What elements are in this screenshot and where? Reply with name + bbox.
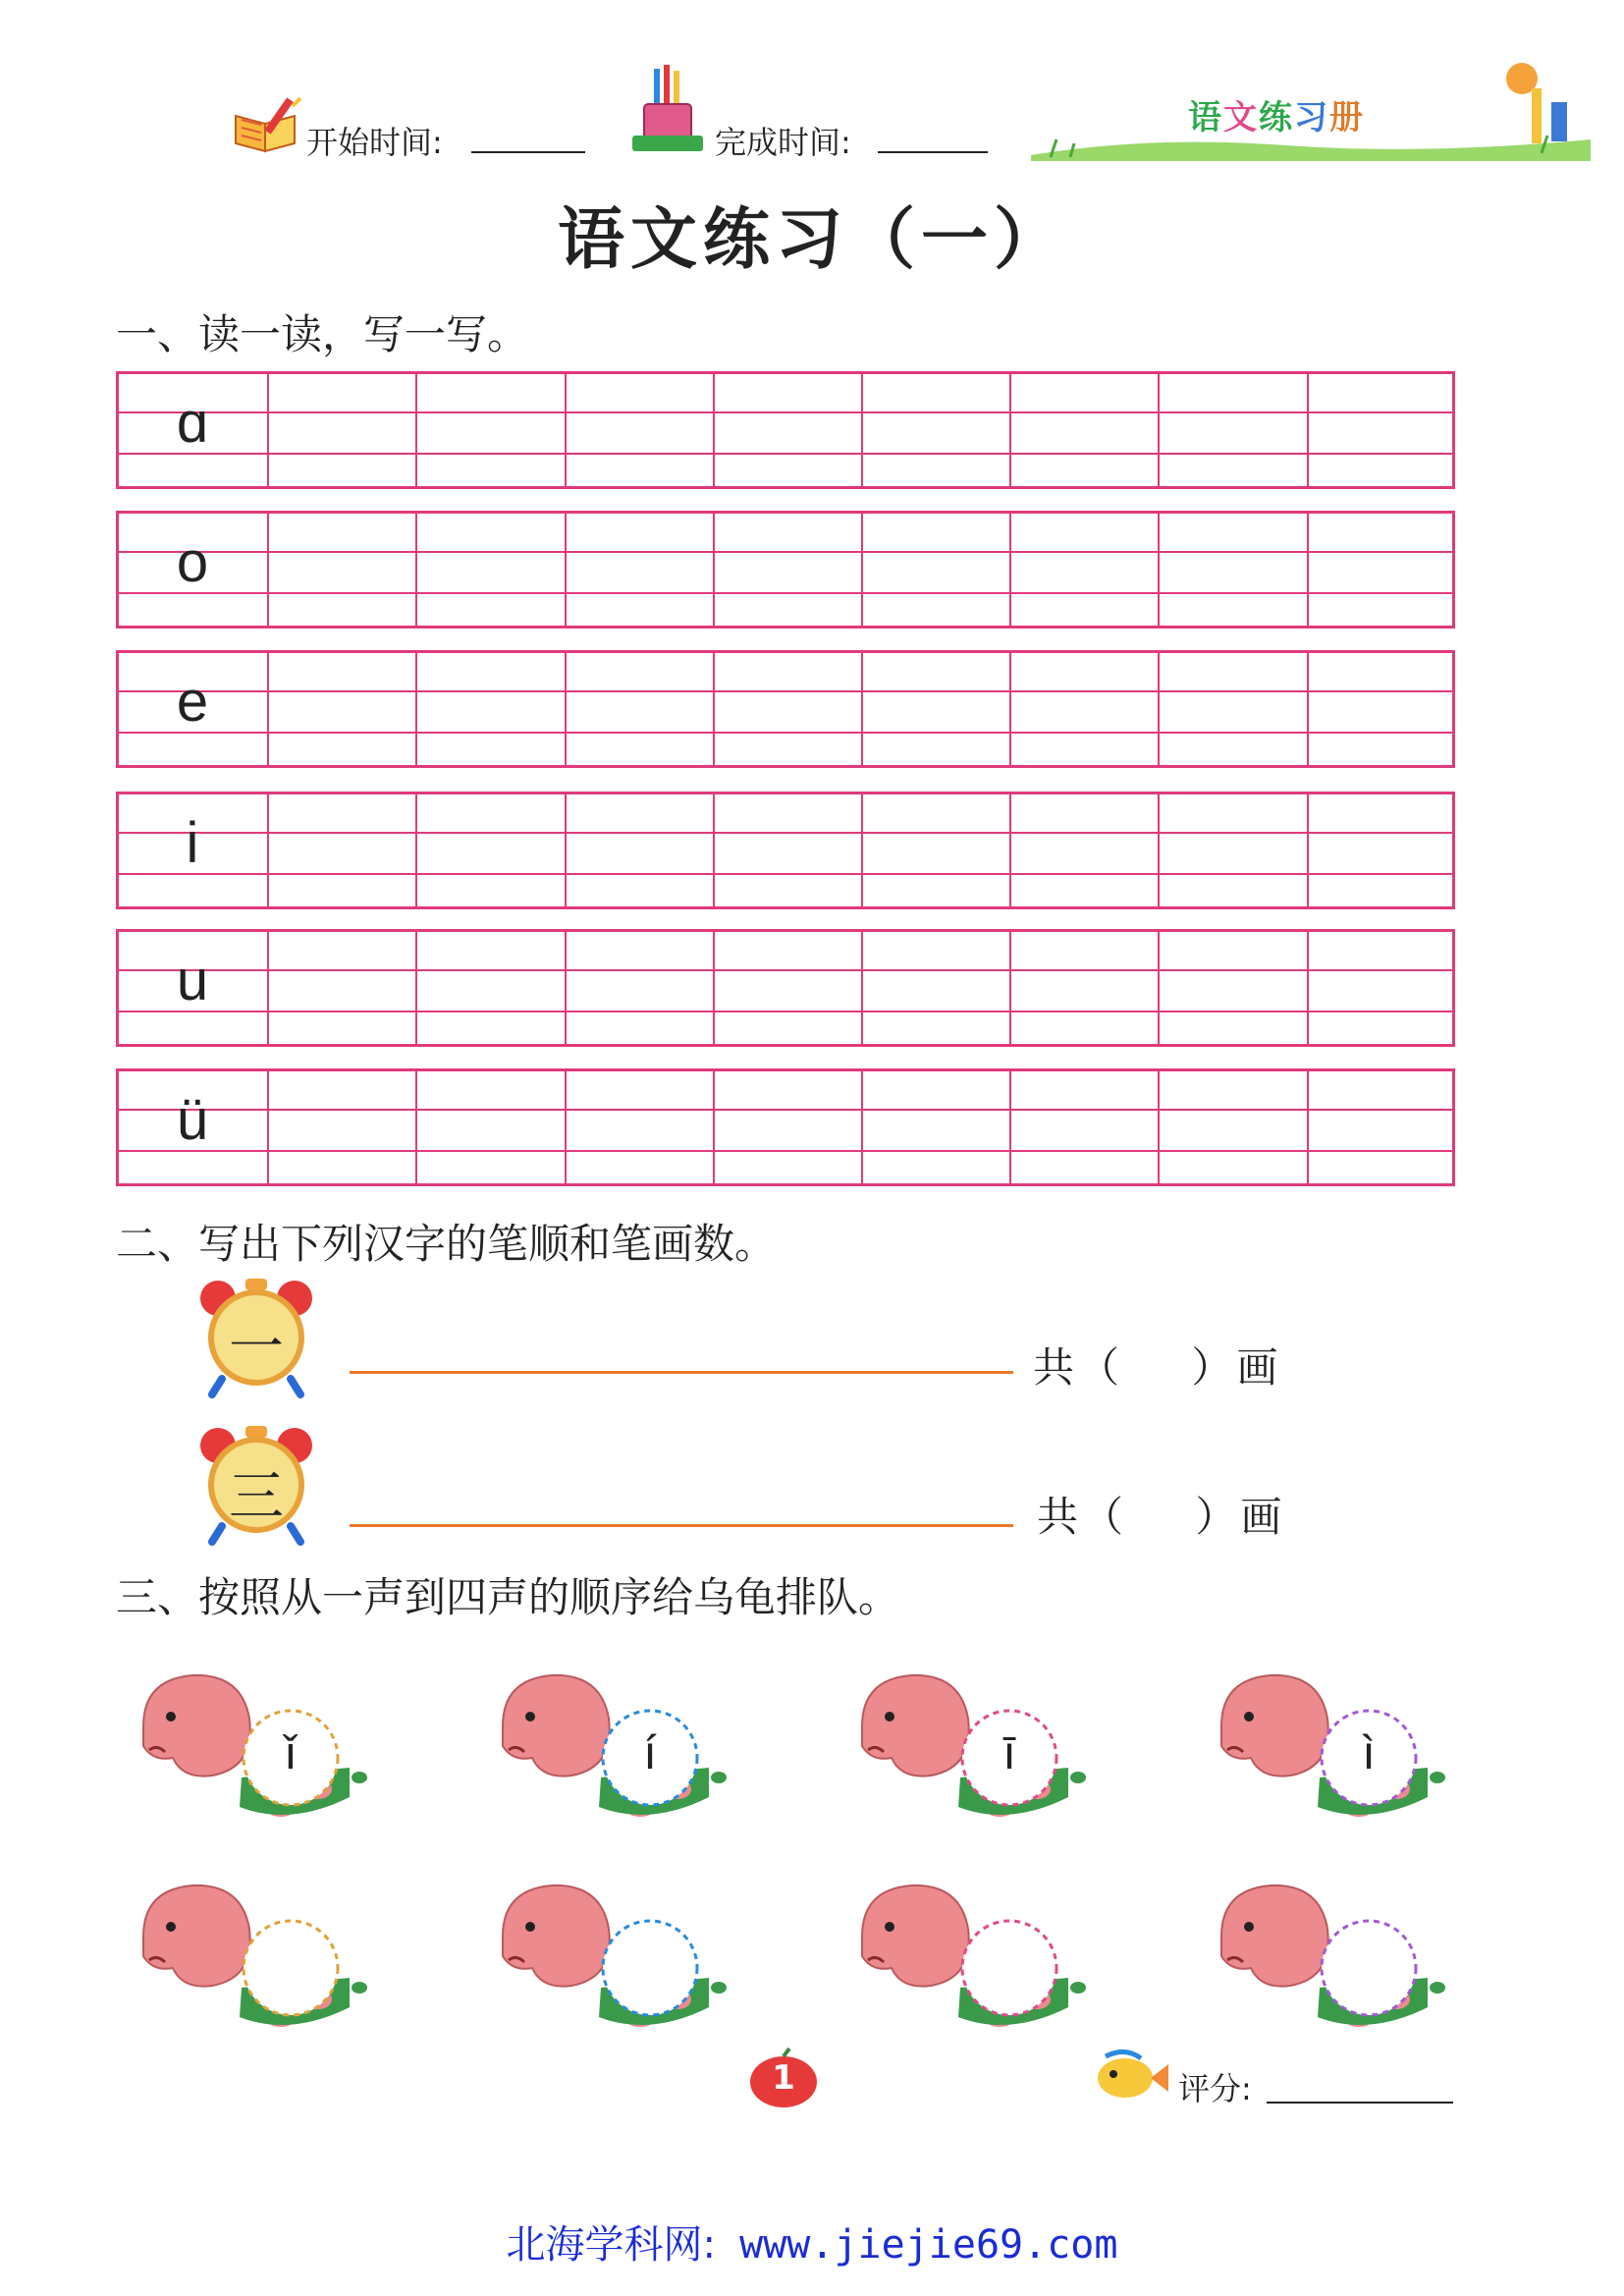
turtle[interactable] bbox=[134, 1870, 369, 2047]
stroke-char-2: 三 bbox=[229, 1465, 284, 1529]
grid-cell-divider bbox=[565, 794, 567, 906]
grid-cell-divider bbox=[1009, 1071, 1011, 1183]
brand-char: 练 bbox=[1259, 98, 1294, 137]
grid-cell-divider bbox=[1307, 374, 1309, 486]
grid-guide-line bbox=[119, 873, 1452, 875]
grid-cell-divider bbox=[565, 932, 567, 1044]
grid-cell-divider bbox=[713, 794, 715, 906]
watermark-site-name: 北海学科网: bbox=[506, 2222, 717, 2268]
score-label: 评分: bbox=[1178, 2070, 1252, 2107]
grid-cell-divider bbox=[713, 1071, 715, 1183]
grid-cell-divider bbox=[1307, 514, 1309, 626]
finish-time-field[interactable] bbox=[878, 151, 988, 153]
grid-cell-divider bbox=[565, 1071, 567, 1183]
turtle[interactable] bbox=[493, 1660, 729, 1836]
grid-guide-line bbox=[119, 1011, 1452, 1012]
stroke-count-2: 共（ ）画 bbox=[1037, 1493, 1286, 1541]
grid-cell-divider bbox=[267, 794, 269, 906]
grid-cell-divider bbox=[1009, 794, 1011, 906]
grid-cell-divider bbox=[415, 514, 417, 626]
grid-cell-divider bbox=[713, 653, 715, 765]
grid-cell-divider bbox=[1009, 932, 1011, 1044]
pinyin-grid-row[interactable] bbox=[116, 792, 1455, 909]
grid-guide-line bbox=[119, 453, 1452, 455]
grid-cell-divider bbox=[1158, 932, 1160, 1044]
turtle[interactable] bbox=[134, 1660, 369, 1836]
grid-cell-divider bbox=[713, 932, 715, 1044]
finish-time-label: 完成时间: bbox=[715, 124, 851, 161]
pinyin-grid-row[interactable] bbox=[116, 1068, 1455, 1186]
grid-guide-line bbox=[119, 1150, 1452, 1152]
grid-cell-divider bbox=[267, 1071, 269, 1183]
watermark-url[interactable]: www.jiejie69.com bbox=[739, 2222, 1118, 2268]
page-title: 语文练习（一） bbox=[557, 200, 1066, 279]
grid-guide-line bbox=[119, 411, 1452, 413]
pinyin-letter: u bbox=[176, 949, 209, 1012]
grid-cell-divider bbox=[1009, 653, 1011, 765]
watermark bbox=[0, 2214, 1624, 2269]
stroke-order-answer-2[interactable] bbox=[350, 1524, 1013, 1527]
grid-cell-divider bbox=[1009, 374, 1011, 486]
page-number-badge bbox=[746, 2047, 821, 2109]
pinyin-letter: ü bbox=[176, 1088, 209, 1152]
grid-cell-divider bbox=[1158, 794, 1160, 906]
grid-cell-divider bbox=[713, 514, 715, 626]
grid-cell-divider bbox=[565, 374, 567, 486]
grid-guide-line bbox=[119, 592, 1452, 594]
section2-title: 二、写出下列汉字的笔顺和笔画数。 bbox=[116, 1220, 777, 1268]
brand-char: 语 bbox=[1188, 98, 1223, 137]
grid-cell-divider bbox=[861, 653, 863, 765]
start-time-label: 开始时间: bbox=[306, 124, 443, 161]
grid-cell-divider bbox=[1307, 932, 1309, 1044]
page-number: 1 bbox=[772, 2058, 795, 2098]
pinyin-letter: i bbox=[186, 811, 199, 875]
grid-cell-divider bbox=[861, 514, 863, 626]
pinyin-letter: e bbox=[176, 670, 209, 734]
turtle[interactable] bbox=[852, 1660, 1088, 1836]
turtle[interactable] bbox=[1212, 1660, 1447, 1836]
grid-cell-divider bbox=[267, 932, 269, 1044]
grid-cell-divider bbox=[267, 374, 269, 486]
grid-cell-divider bbox=[1307, 1071, 1309, 1183]
brand-title bbox=[1188, 90, 1365, 138]
grid-guide-line bbox=[119, 969, 1452, 971]
pinyin-letter: o bbox=[176, 530, 209, 594]
pinyin-grid-row[interactable] bbox=[116, 650, 1455, 768]
grid-cell-divider bbox=[565, 653, 567, 765]
fish-icon bbox=[1092, 2047, 1170, 2104]
grid-cell-divider bbox=[415, 653, 417, 765]
grid-cell-divider bbox=[861, 932, 863, 1044]
stroke-char-1: 一 bbox=[229, 1316, 284, 1380]
grid-cell-divider bbox=[267, 653, 269, 765]
stroke-count-1: 共（ ）画 bbox=[1033, 1343, 1282, 1392]
tone-mark: ì bbox=[1362, 1727, 1376, 1779]
grid-cell-divider bbox=[1158, 1071, 1160, 1183]
grid-cell-divider bbox=[861, 1071, 863, 1183]
grid-guide-line bbox=[119, 551, 1452, 553]
brand-char: 册 bbox=[1329, 98, 1365, 137]
score-field[interactable] bbox=[1267, 2102, 1453, 2104]
stroke-order-answer-1[interactable] bbox=[350, 1371, 1013, 1374]
grid-cell-divider bbox=[1158, 374, 1160, 486]
grid-cell-divider bbox=[565, 514, 567, 626]
pinyin-grid-row[interactable] bbox=[116, 371, 1455, 489]
grid-cell-divider bbox=[1307, 794, 1309, 906]
grid-cell-divider bbox=[415, 374, 417, 486]
grid-cell-divider bbox=[267, 514, 269, 626]
start-time-field[interactable] bbox=[471, 151, 585, 153]
grid-cell-divider bbox=[1307, 653, 1309, 765]
pinyin-grid-row[interactable] bbox=[116, 511, 1455, 629]
grid-cell-divider bbox=[1009, 514, 1011, 626]
grid-cell-divider bbox=[415, 794, 417, 906]
grid-guide-line bbox=[119, 1109, 1452, 1111]
section1-title: 一、读一读，写一写。 bbox=[116, 310, 529, 358]
grid-cell-divider bbox=[713, 374, 715, 486]
grid-cell-divider bbox=[861, 794, 863, 906]
pinyin-grid-row[interactable] bbox=[116, 929, 1455, 1047]
grid-cell-divider bbox=[415, 1071, 417, 1183]
grid-cell-divider bbox=[861, 374, 863, 486]
grid-cell-divider bbox=[1158, 653, 1160, 765]
tone-mark: ī bbox=[1002, 1727, 1016, 1779]
grid-guide-line bbox=[119, 690, 1452, 692]
pinyin-letter: ɑ bbox=[176, 391, 209, 455]
grid-cell-divider bbox=[415, 932, 417, 1044]
book-pencil-icon bbox=[232, 94, 304, 155]
grid-guide-line bbox=[119, 732, 1452, 734]
tone-mark: í bbox=[643, 1727, 657, 1779]
grid-guide-line bbox=[119, 832, 1452, 834]
tone-mark: ǐ bbox=[285, 1727, 297, 1779]
brand-char: 文 bbox=[1223, 98, 1259, 137]
turtle[interactable] bbox=[1212, 1870, 1447, 2047]
turtle[interactable] bbox=[852, 1870, 1088, 2047]
pencil-cup-icon bbox=[628, 65, 707, 155]
brand-char: 习 bbox=[1294, 98, 1329, 137]
grid-cell-divider bbox=[1158, 514, 1160, 626]
turtle[interactable] bbox=[493, 1870, 729, 2047]
section3-title: 三、按照从一声到四声的顺序给乌龟排队。 bbox=[116, 1573, 900, 1621]
